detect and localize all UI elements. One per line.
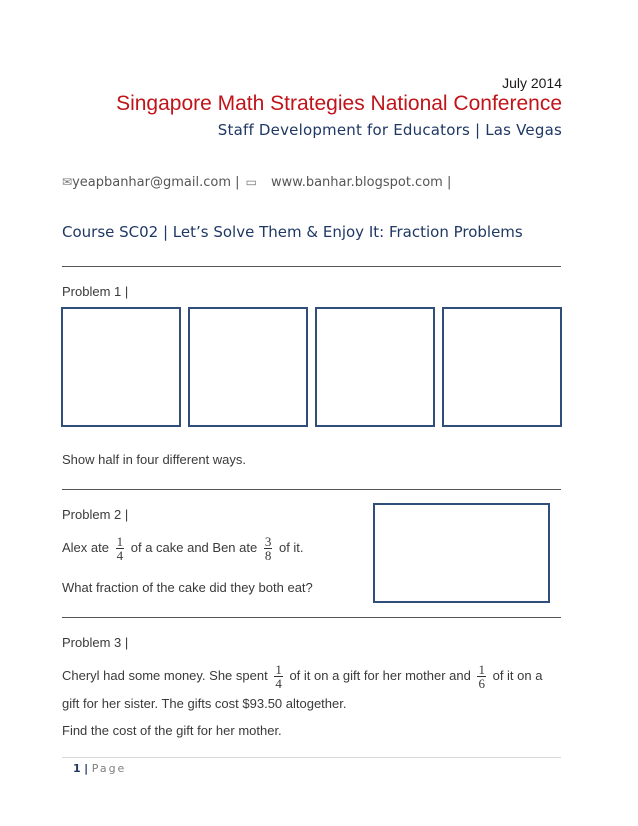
contact-line [62,175,451,190]
problem-2-text-b: of a cake and Ben ate [130,539,258,555]
problem-3-line-2: gift for her sister. The gifts cost $93.50 altogether. [62,696,347,711]
footer-rule [62,757,561,758]
fraction-one-sixth: $\frac{1}{6}$ [478,662,485,691]
email-address[interactable]: yeapbanhar@gmail.com [72,175,231,190]
fraction-one-quarter: $\frac{1}{4}$ [116,534,124,563]
contact-separator-end: | [446,175,452,190]
header-date: July 2014 [502,75,562,91]
page-number: 1 [73,762,81,775]
problem-1-instruction: Show half in four different ways. [62,452,247,467]
website-link[interactable]: www.banhar.blogspot.com [271,175,443,190]
divider [62,489,561,490]
problem-2-statement [62,535,304,562]
problem-2-text-a: Alex ate [62,539,109,555]
problem-3-question: Find the cost of the gift for her mother. [62,723,282,738]
problem-3-statement [62,663,542,690]
answer-box-2 [188,307,308,427]
computer-icon: ▭ [245,175,257,189]
problem-2-text-c: of it. [278,539,304,555]
problem-3-text-b: of it on a gift for her mother and [289,667,471,683]
envelope-icon: ✉ [62,175,73,189]
answer-box-4 [442,307,562,427]
problem-1-label: Problem 1 | [62,284,129,299]
divider [62,617,561,618]
conference-title: Singapore Math Strategies National Conference [116,92,562,115]
divider [62,266,561,267]
contact-separator: | [235,175,240,190]
problem-3-text-a: Cheryl had some money. She spent [62,667,268,683]
problem-3-label: Problem 3 | [62,635,129,650]
problem-2-label: Problem 2 | [62,507,129,522]
page-word: Page [91,762,127,775]
fraction-three-eighths: $\frac{3}{8}$ [264,534,272,563]
answer-box-problem-2 [373,503,550,603]
course-title: Course SC02 | Let’s Solve Them & Enjoy It: Fraction Problems [62,223,523,241]
page-footer [73,762,126,775]
footer-separator: | [84,762,89,775]
problem-2-question: What fraction of the cake did they both eat? [62,580,313,595]
answer-box-3 [315,307,435,427]
answer-box-1 [61,307,181,427]
conference-subtitle: Staff Development for Educators | Las Vegas [217,121,562,139]
problem-3-text-c: of it on a [492,667,543,683]
fraction-one-quarter: $\frac{1}{4}$ [275,662,282,691]
